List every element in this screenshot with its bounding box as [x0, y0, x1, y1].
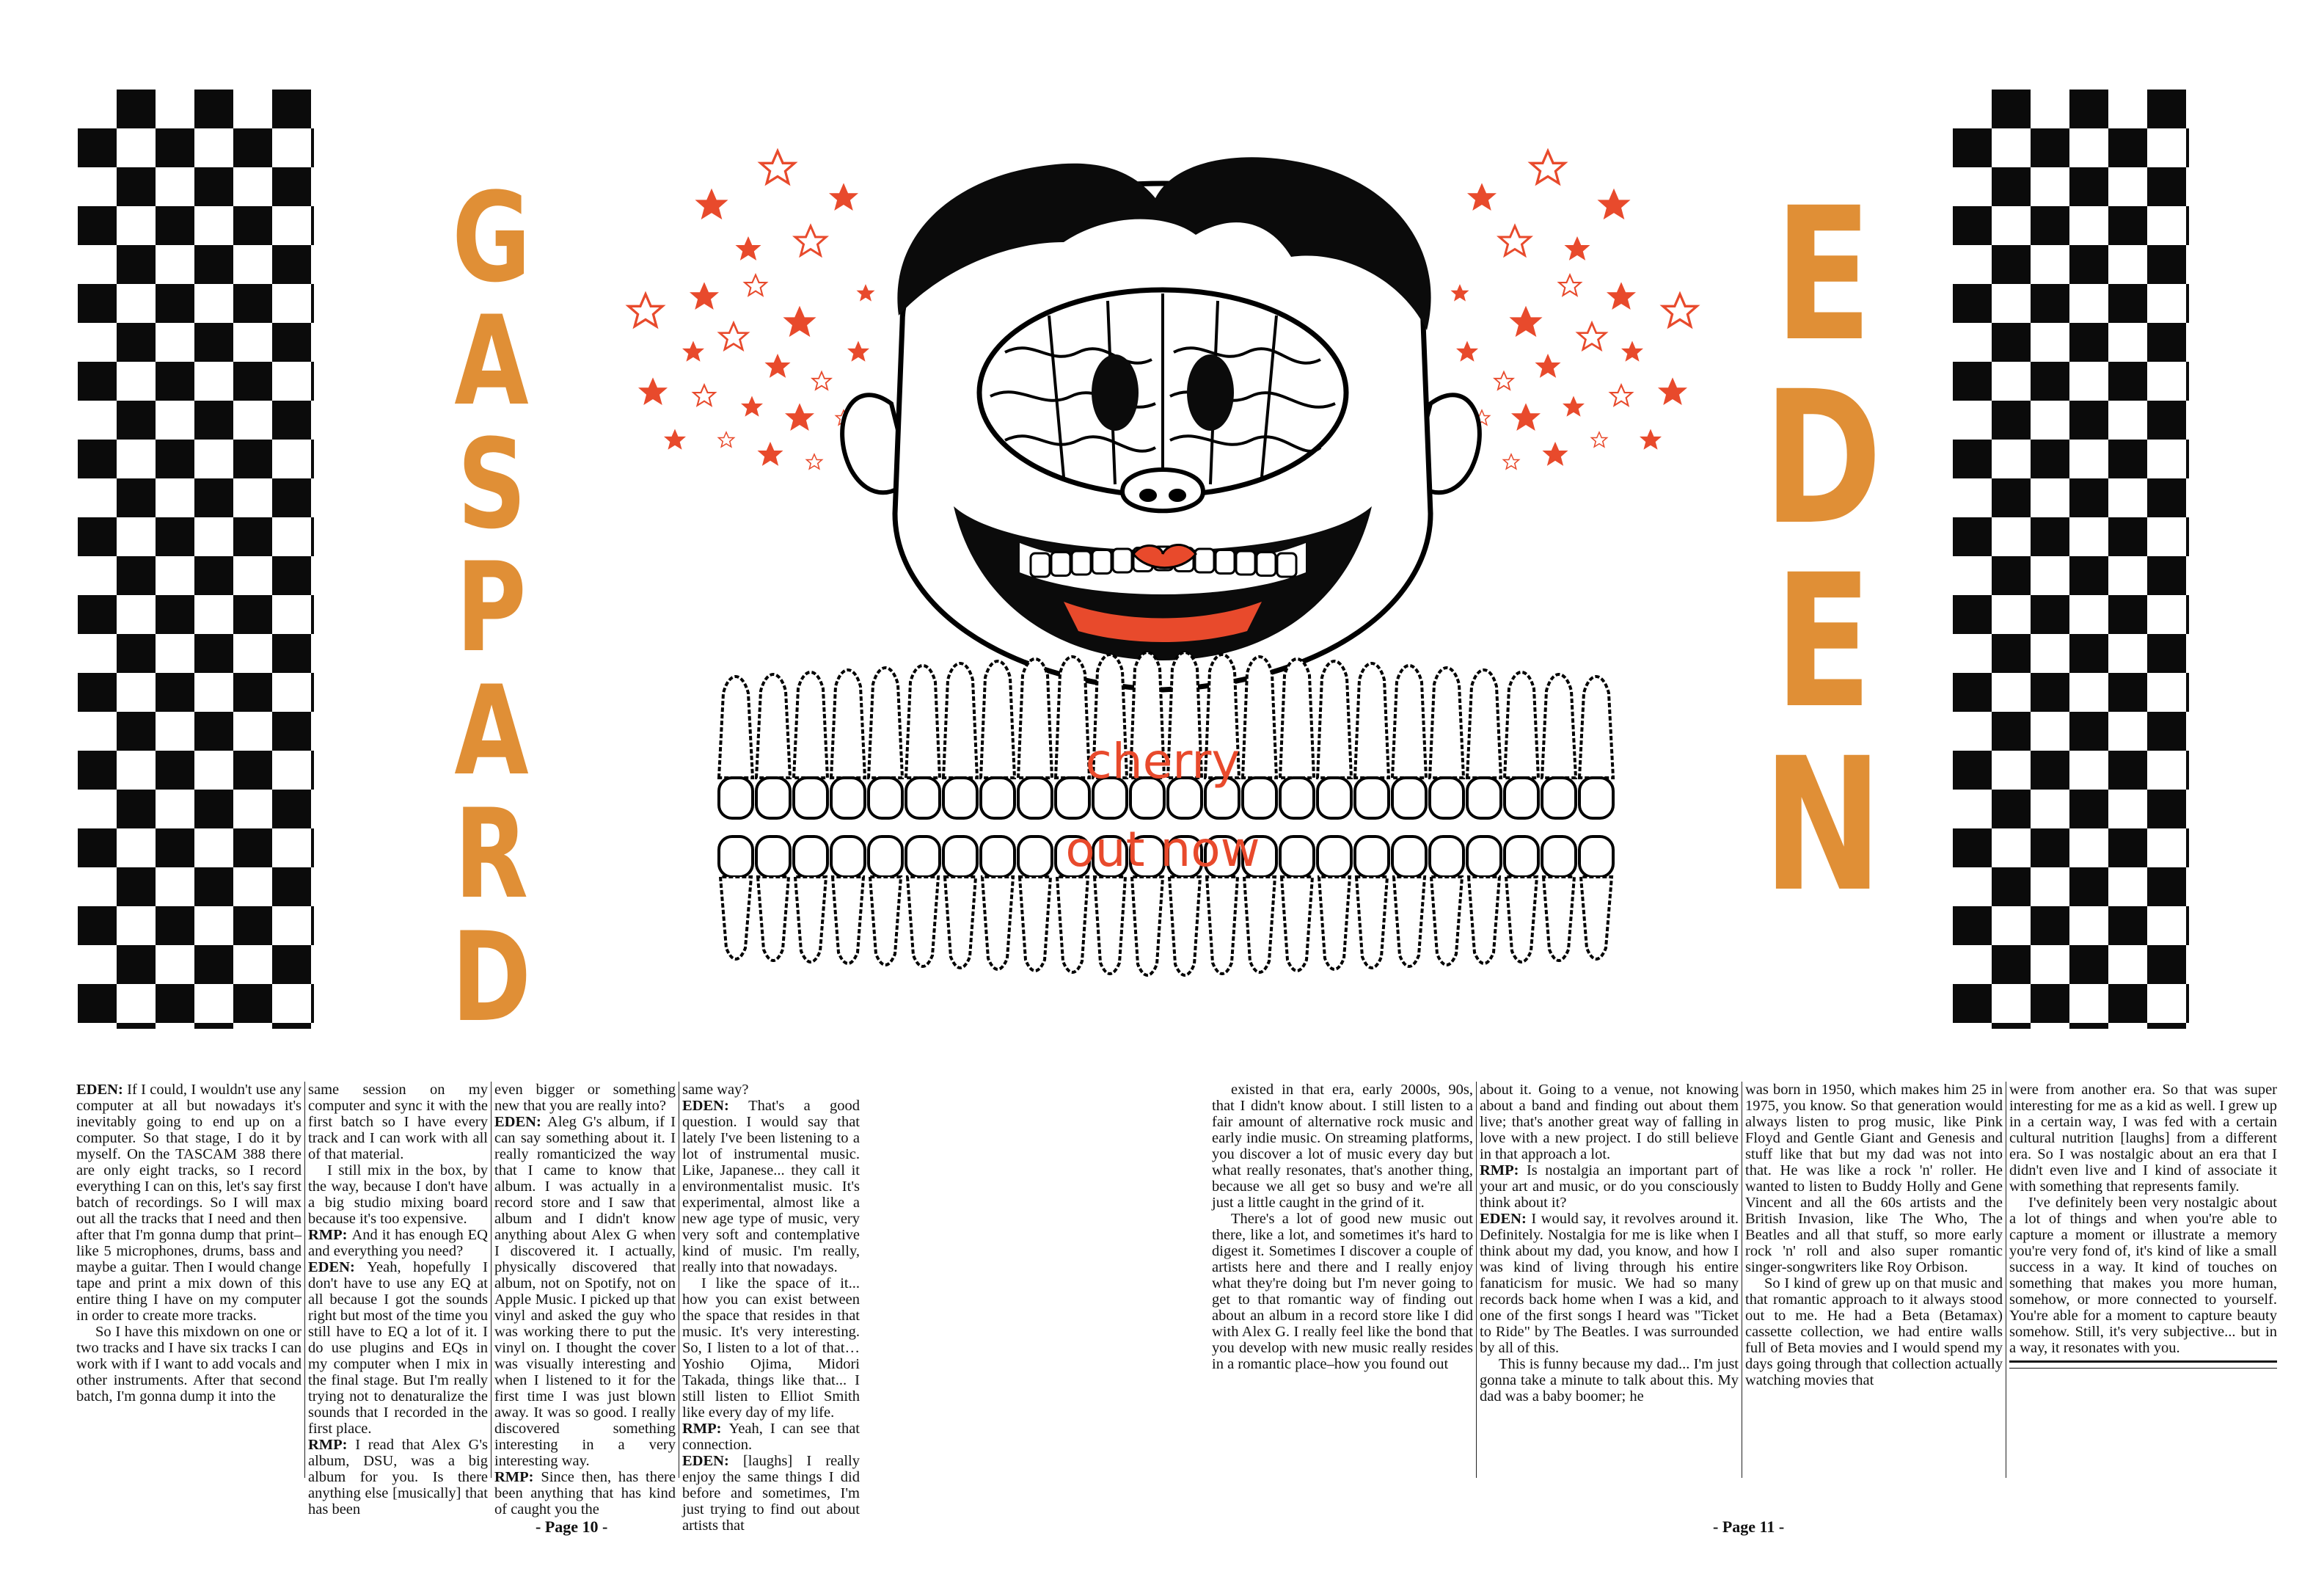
paragraph-text: I've definitely been very nostalgic about a lot of things and when you're able to capture a moment or illustrate a memory you're very fond of, it's kind of like a small success in a way. It kind of touches on something that makes you more human, somehow, or more connected to yourself. You're able for a moment to capture beauty somehow. Still, it's very subjective... but in a way, it resonates with you. — [2009, 1195, 2277, 1356]
paragraph — [308, 1082, 488, 1162]
paragraph-text: I still mix in the box, by the way, because I don't have a big studio mixing board because it's too expensive. — [308, 1162, 488, 1227]
speaker-label: EDEN: — [682, 1098, 749, 1114]
paragraph — [1480, 1211, 1739, 1356]
paragraph — [1480, 1082, 1739, 1162]
text-column — [1742, 1082, 2006, 1478]
paragraph-text: If I could, I wouldn't use any computer at all but nowadays it's inevitably going to end up on a computer. So that stage, I do it by myself. On the TASCAM 388 there are only eight tracks, so I record everything I can on this, let's say first batch of recordings. So I will max out all the tracks that I need and then after that I'm gonna dump that print–like 5 microphones, drums, bass and maybe a guitar. Then I would change tape and print a mix down of this entire thing I have on my computer in order to create more tracks. — [76, 1082, 302, 1324]
paragraph — [682, 1421, 860, 1453]
paragraph-text: Aleg G's album, if I can say something about it. I really romanticized the way that I came to know that album. I was actually in a record store and I saw that album and I didn't know anything about Alex G when I discovered it. I actually, physically discovered that album, not on Spotify, not on Apple Music. I picked up that vinyl and asked the guy who was working there to put the vinyl on. I thought the cover was visually interesting and when I listened to it for the first time I was just blown away. It was so good. I really discovered something interesting in a very interesting way. — [494, 1114, 676, 1469]
paragraph — [1212, 1082, 1473, 1211]
speaker-label: RMP: — [682, 1421, 729, 1437]
speaker-label: EDEN: — [76, 1082, 128, 1098]
speaker-label: RMP: — [308, 1437, 356, 1453]
title-letter: A — [454, 659, 529, 803]
title-letter: D — [1764, 351, 1882, 565]
page-number-left: - Page 10 - — [536, 1517, 608, 1536]
paragraph-text: same way? — [682, 1082, 749, 1098]
end-rule — [2009, 1360, 2277, 1369]
title-letter: G — [452, 166, 531, 310]
out-now-text: out now — [1065, 821, 1260, 878]
speaker-label: RMP: — [1480, 1162, 1527, 1178]
paragraph — [494, 1114, 676, 1469]
paragraph — [494, 1469, 676, 1517]
stars-left — [629, 151, 874, 469]
paragraph — [308, 1259, 488, 1437]
eden-vertical-title — [1750, 168, 1896, 932]
text-column — [73, 1082, 304, 1478]
paragraph — [308, 1227, 488, 1259]
paragraph-text: This is funny because my dad... I'm just gonna take a minute to talk about this. My dad was a baby boomer; he — [1480, 1356, 1739, 1404]
paragraph-text: I read that Alex G's album, DSU, was a big album for you. Is there anything else [musically] that has been — [308, 1437, 488, 1517]
paragraph-text: There's a lot of good new music out there, like a lot, and sometimes it's hard to digest it. Sometimes I discover a couple of artists here and there and I really enjoy what they're doing but I'm never going to get to that romantic way of finding out about an album in a record store like I did with Alex G. I really feel like the bond that you develop with new music really resides in a romantic place–how you found out — [1212, 1211, 1473, 1372]
gaspard-vertical-title — [425, 166, 558, 1049]
text-column — [2006, 1082, 2280, 1478]
paragraph — [76, 1324, 302, 1404]
checkerboard-left — [78, 90, 314, 1029]
title-letter: E — [1774, 535, 1872, 748]
paragraph — [682, 1275, 860, 1421]
paragraph — [1480, 1162, 1739, 1211]
paragraph — [2009, 1082, 2277, 1195]
paragraph — [1480, 1356, 1739, 1404]
paragraph — [682, 1098, 860, 1275]
title-letter: A — [454, 289, 529, 433]
paragraph-text: Is nostalgia an important part of your art and music, or do you consciously think about it? — [1480, 1162, 1739, 1211]
speaker-label: EDEN: — [308, 1259, 368, 1275]
text-column — [1476, 1082, 1742, 1478]
paragraph-text: So I have this mixdown on one or two tracks and I have six tracks I can work with if I want to add vocals and other instruments. After that second batch, I'm gonna dump it into the — [76, 1324, 302, 1404]
paragraph — [308, 1162, 488, 1227]
title-letter: R — [454, 782, 529, 926]
paragraph-text: existed in that era, early 2000s, 90s, that I didn't know about. I still listen to a fair amount of alternative rock music and early indie music. On streaming platforms, you discover a lot of music every day but what really resonates, that's another thing, because we all get so busy and we're all just a little caught in the grind of it. — [1212, 1082, 1473, 1211]
paragraph-text: I would say, it revolves around it. Definitely. Nostalgia for me is like when I think about my dad, you know, and how I was kind of living through his entire fanaticism for music. We had so many records back home when I was a kid, and one of the first songs I heard was "Ticket to Ride" by The Beatles. I was surrounded by all of this. — [1480, 1211, 1739, 1356]
paragraph-text: Yeah, hopefully I don't have to use any EQ at all because I got the sounds right but most of the time you still have to EQ a lot of it. I do use plugins and EQs in my computer when I mix in the final stage. But I'm really trying not to denaturalize the sounds that I recorded in the first place. — [308, 1259, 488, 1437]
speaker-label: EDEN: — [494, 1114, 548, 1130]
paragraph-text: were from another era. So that was super interesting for me as a kid as well. I grew up in a certain way, I was fed with a certain cultural nutrition [laughs] from a different era. So I was nostalgic about an era that I didn't even live and I kind of associate it with something that represents family. — [2009, 1082, 2277, 1195]
paragraph-text: That's a good question. I would say that lately I've been listening to a lot of instrumental music. Like, Japanese... they call it environmentalist music. It's experimental, almost like a new age type of music, very very soft and contemplative kind of music. I'm really, really into that nowadays. — [682, 1098, 860, 1275]
grinning-face — [842, 157, 1480, 690]
album-title-text: cherry — [1085, 733, 1240, 790]
paragraph — [1212, 1211, 1473, 1372]
paragraph — [2009, 1195, 2277, 1356]
checkerboard-right — [1953, 90, 2189, 1029]
stars-right — [1452, 151, 1698, 469]
article-page-11 — [1209, 1082, 2280, 1478]
speaker-label: RMP: — [494, 1469, 541, 1485]
paragraph — [1745, 1275, 2003, 1388]
speaker-label: RMP: — [308, 1227, 352, 1243]
paragraph-text: even bigger or something new that you are really into? — [494, 1082, 676, 1114]
paragraph-text: Yeah, I can see that connection. — [682, 1421, 860, 1453]
paragraph-text: And it has enough EQ and everything you need? — [308, 1227, 488, 1259]
title-letter: D — [451, 906, 532, 1049]
paragraph — [308, 1437, 488, 1517]
cherry-album-illustration — [609, 132, 1717, 976]
paragraph-text: about it. Going to a venue, not knowing about a band and finding out about them live; that's another great way of falling in love with a new project. I do still believe in that approach a lot. — [1480, 1082, 1739, 1162]
text-column — [491, 1082, 679, 1517]
paragraph-text: Since then, has there been anything that has kind of caught you the — [494, 1469, 676, 1517]
title-letter: P — [456, 536, 527, 679]
text-column — [1209, 1082, 1476, 1478]
title-letter: N — [1763, 718, 1883, 932]
text-column — [679, 1082, 863, 1534]
paragraph-text: I like the space of it... how you can exist between the space that resides in that music. It's very interesting. So, I listen to a lot of that… Yoshio Ojima, Midori Takada, things like that... I still listen to Elliot Smith like every day of my life. — [682, 1275, 860, 1421]
speaker-label: EDEN: — [682, 1453, 743, 1469]
text-column — [304, 1082, 491, 1517]
teeth-band — [719, 652, 1613, 975]
paragraph-text: [laughs] I really enjoy the same things I did before and sometimes, I'm just trying to find out about artists that — [682, 1453, 860, 1534]
paragraph — [682, 1082, 860, 1098]
paragraph-text: was born in 1950, which makes him 25 in 1975, you know. So that generation would always listen to prog music, like Pink Floyd and Gentle Giant and Genesis and stuff like that but my dad was not into that. He was like a rock 'n' roller. He wanted to listen to Buddy Holly and Gene Vincent and all the 60s artists and the British Invasion, like The Who, The Beatles and all that stuff, so more early rock 'n' roll and also super romantic singer-songwriters like Roy Orbison. — [1745, 1082, 2003, 1275]
speaker-label: EDEN: — [1480, 1211, 1532, 1227]
paragraph — [494, 1082, 676, 1114]
page-number-right: - Page 11 - — [1713, 1517, 1785, 1536]
paragraph-text: So I kind of grew up on that music and that romantic approach to it always stood out to me. He had a Beta (Betamax) cassette collection, we had entire walls full of Beta movies and I would spend my days going through that collection actually watching movies that — [1745, 1275, 2003, 1388]
paragraph-text: same session on my computer and sync it with the first batch so I have every track and I can work with all of that material. — [308, 1082, 488, 1162]
paragraph — [1745, 1082, 2003, 1275]
paragraph — [682, 1453, 860, 1534]
paragraph — [76, 1082, 302, 1324]
title-letter: E — [1774, 168, 1872, 382]
title-letter: S — [456, 412, 527, 556]
